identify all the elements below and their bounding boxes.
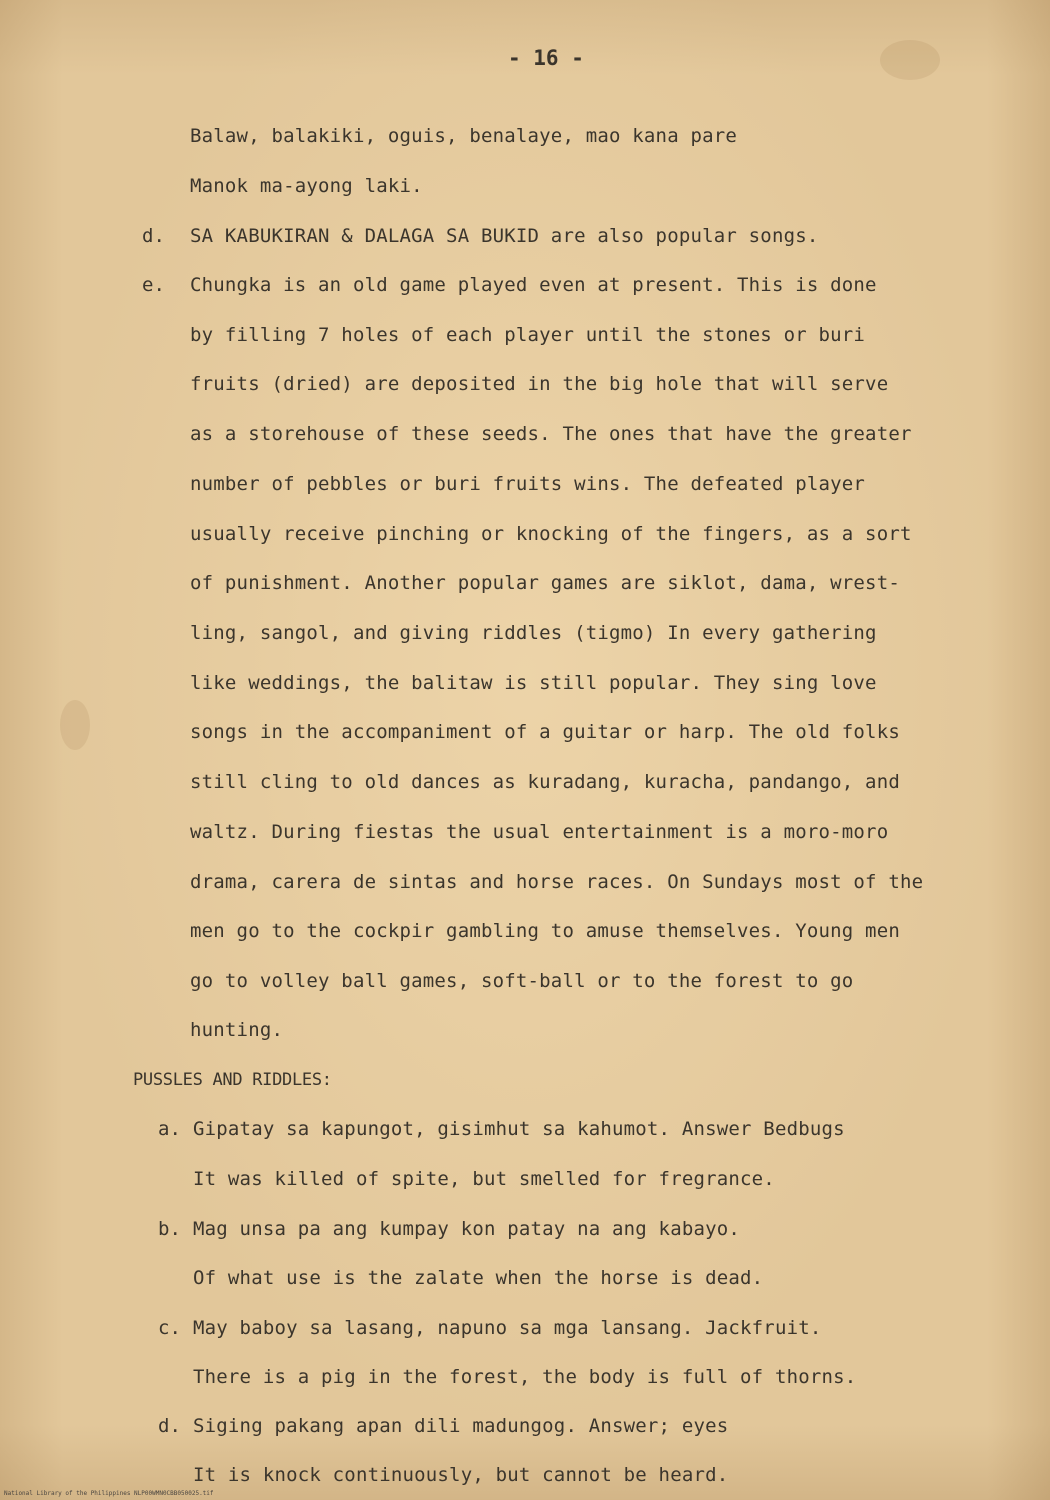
section-heading: PUSSLES AND RIDDLES: (133, 1070, 332, 1090)
paragraph-line: fruits (dried) are deposited in the big hole that will serve (190, 373, 889, 395)
item-d-label: d. (142, 225, 165, 247)
riddle-a-translation: It was killed of spite, but smelled for fregrance. (193, 1168, 775, 1190)
paragraph-line: hunting. (190, 1019, 284, 1041)
riddle-c-label: c. (158, 1317, 181, 1339)
paragraph-line: like weddings, the balitaw is still popular. They sing love (190, 672, 877, 694)
paragraph-line: waltz. During fiestas the usual entertainment is a moro-moro (190, 821, 889, 843)
riddle-b-translation: Of what use is the zalate when the horse is dead. (193, 1267, 764, 1289)
item-d-text: SA KABUKIRAN & DALAGA SA BUKID are also popular songs. (190, 225, 819, 247)
riddle-d-translation: It is knock continuously, but cannot be heard. (193, 1464, 729, 1486)
riddle-b-text: Mag unsa pa ang kumpay kon patay na ang kabayo. (193, 1218, 741, 1240)
riddle-b-label: b. (158, 1218, 181, 1240)
paragraph-line: of punishment. Another popular games are siklot, dama, wrest- (190, 572, 900, 594)
paragraph-line: go to volley ball games, soft-ball or to the forest to go (190, 970, 854, 992)
riddle-c-translation: There is a pig in the forest, the body is full of thorns. (193, 1366, 857, 1388)
page-number: - 16 - (508, 46, 584, 70)
riddle-d-text: Siging pakang apan dili madungog. Answer; eyes (193, 1415, 729, 1437)
paragraph-line: drama, carera de sintas and horse races. On Sundays most of the (190, 871, 924, 893)
verse-line: Balaw, balakiki, oguis, benalaye, mao kana pare (190, 125, 738, 147)
verse-line: Manok ma-ayong laki. (190, 175, 423, 197)
riddle-c-text: May baboy sa lasang, napuno sa mga lansang. Jackfruit. (193, 1317, 822, 1339)
paragraph-line: by filling 7 holes of each player until the stones or buri (190, 324, 866, 346)
item-e-label: e. (142, 274, 165, 296)
paragraph-line: number of pebbles or buri fruits wins. The defeated player (190, 473, 866, 495)
riddle-a-label: a. (158, 1118, 181, 1140)
paragraph-line: ling, sangol, and giving riddles (tigmo) In every gathering (190, 622, 877, 644)
paper-stain (60, 700, 90, 750)
paragraph-line: men go to the cockpir gambling to amuse themselves. Young men (190, 920, 900, 942)
paragraph-line: as a storehouse of these seeds. The ones that have the greater (190, 423, 912, 445)
paragraph-line: songs in the accompaniment of a guitar or harp. The old folks (190, 721, 900, 743)
paper-stain (880, 40, 940, 80)
paragraph-line: still cling to old dances as kuradang, kuracha, pandango, and (190, 771, 900, 793)
riddle-a-text: Gipatay sa kapungot, gisimhut sa kahumot. Answer Bedbugs (193, 1118, 845, 1140)
paragraph-line: Chungka is an old game played even at present. This is done (190, 274, 877, 296)
riddle-d-label: d. (158, 1415, 181, 1437)
scan-footer: National Library of the Philippines NLP00WMN0CBB050025.tif (4, 1490, 214, 1497)
paragraph-line: usually receive pinching or knocking of the fingers, as a sort (190, 523, 912, 545)
